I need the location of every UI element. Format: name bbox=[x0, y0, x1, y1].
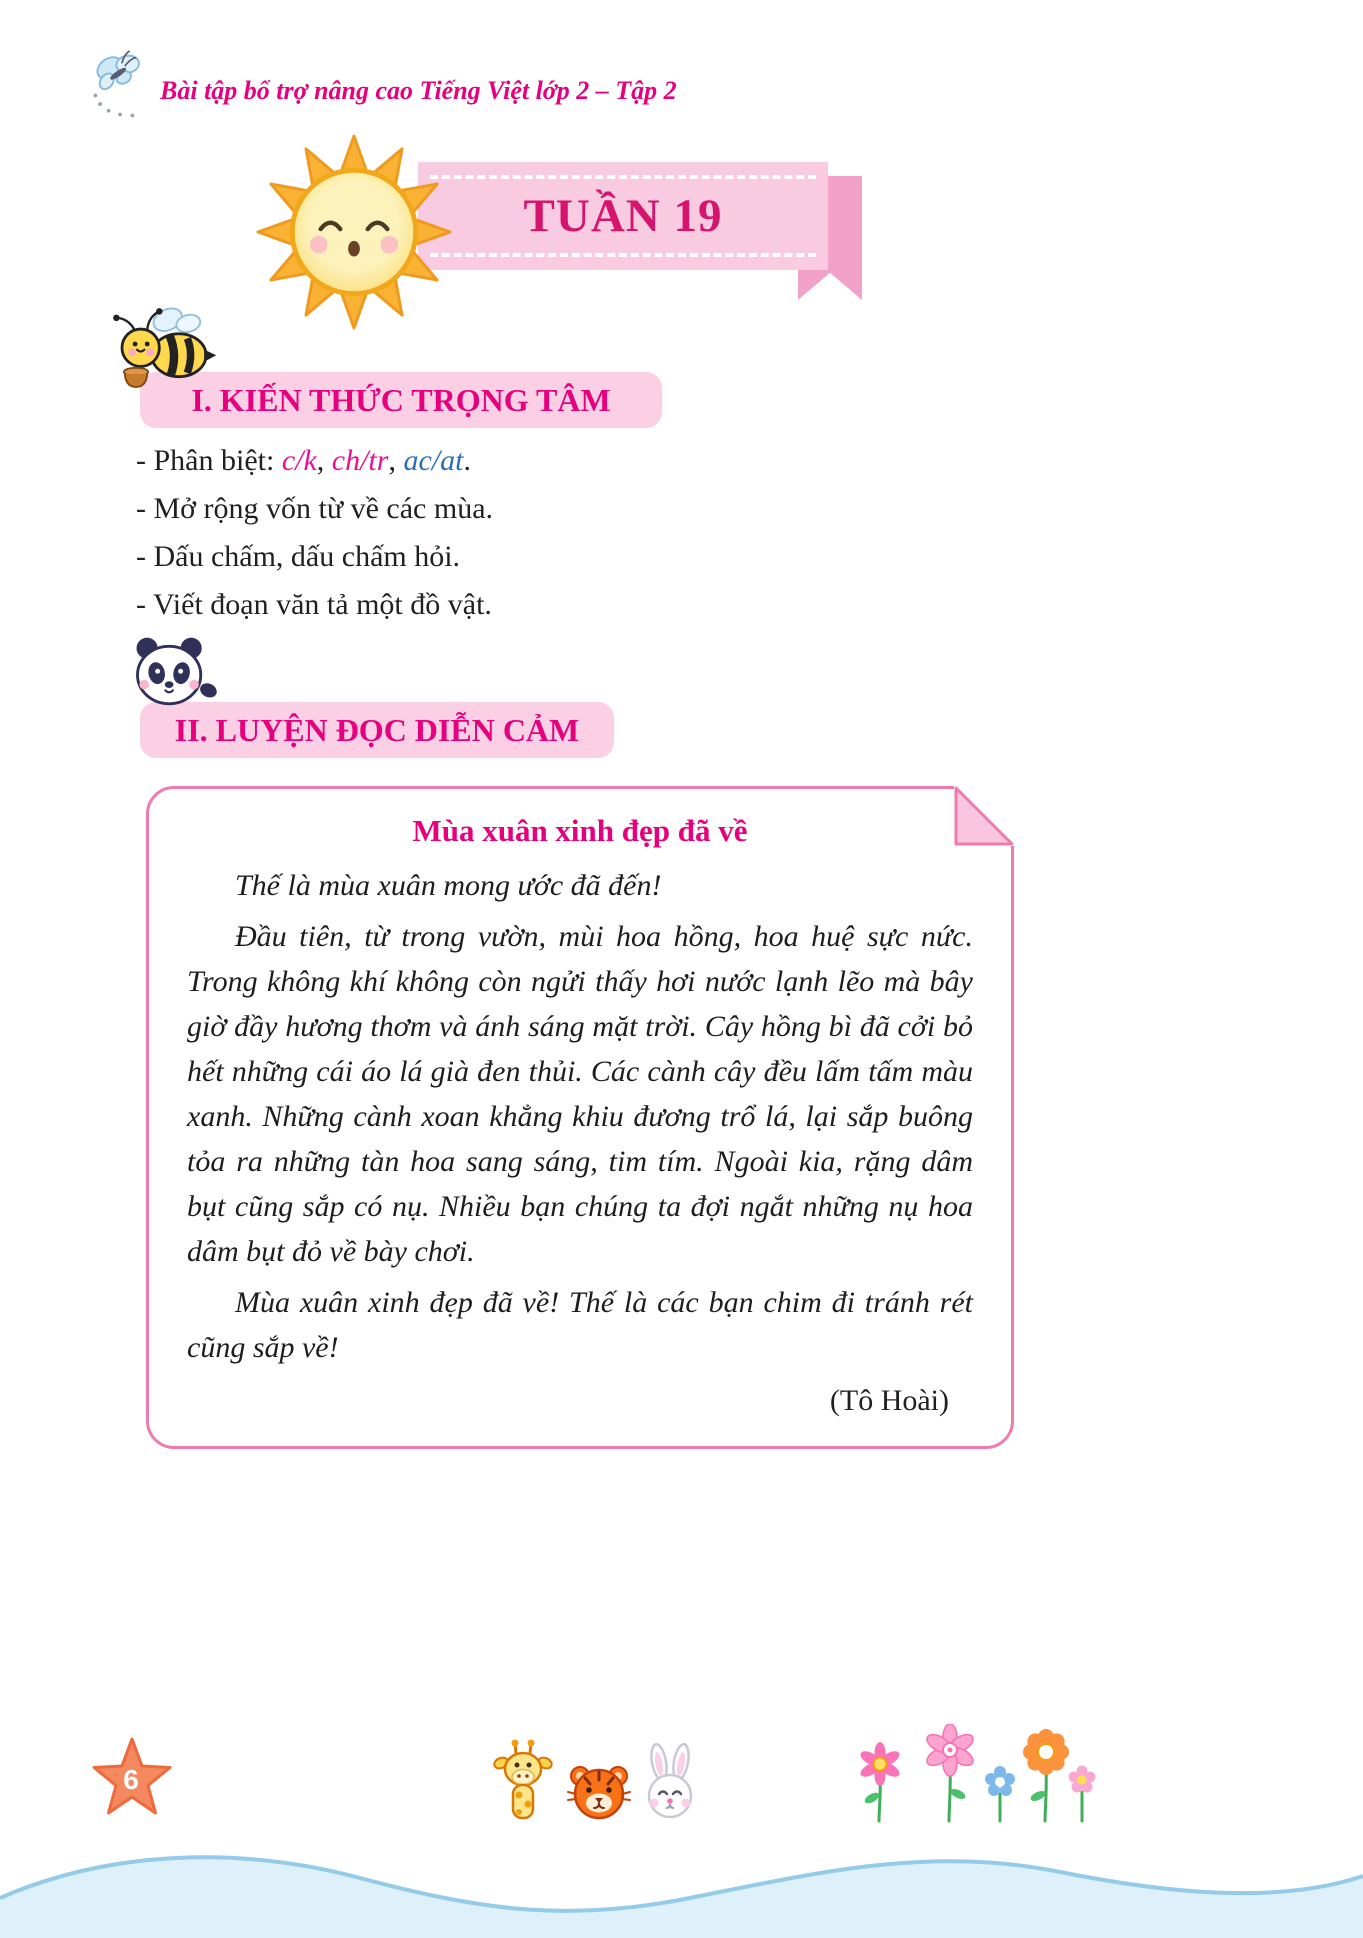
giraffe-icon bbox=[493, 1740, 554, 1819]
passage-paragraph-1: Thế là mùa xuân mong ước đã đến! bbox=[235, 869, 662, 902]
flowers-icon bbox=[850, 1724, 1102, 1824]
butterfly-icon bbox=[84, 50, 158, 124]
item1-pair-acat: ac/at bbox=[403, 444, 464, 477]
passage-title: Mùa xuân xinh đẹp đã về bbox=[412, 813, 748, 848]
reading-section-title: II. LUYỆN ĐỌC DIỄN CẢM bbox=[174, 711, 580, 748]
item1-pair-chtr: ch/tr bbox=[331, 444, 389, 477]
tiger-icon bbox=[568, 1767, 630, 1818]
item1-sep1: , bbox=[316, 444, 332, 477]
item1-pair-ck: c/k bbox=[281, 444, 317, 477]
knowledge-item-3: - Dấu chấm, dấu chấm hỏi. bbox=[136, 540, 461, 573]
week-banner bbox=[418, 162, 828, 270]
knowledge-item-2: - Mở rộng vốn từ về các mùa. bbox=[136, 492, 494, 525]
footer-animals bbox=[492, 1738, 702, 1826]
item1-suffix: . bbox=[463, 444, 471, 477]
knowledge-item-4: - Viết đoạn văn tả một đồ vật. bbox=[136, 588, 492, 621]
week-title: TUẦN 19 bbox=[523, 190, 723, 242]
page-number: 6 bbox=[123, 1764, 139, 1795]
passage-paragraph-3: Mùa xuân xinh đẹp đã về! Thế là các bạn chim đi tránh rét cũng sắp về! bbox=[187, 1286, 973, 1364]
item1-sep2: , bbox=[388, 444, 404, 477]
item1-prefix: - Phân biệt: bbox=[136, 444, 282, 477]
wave-decoration bbox=[0, 1820, 1363, 1938]
knowledge-section-title: I. KIẾN THỨC TRỌNG TÂM bbox=[191, 381, 611, 418]
reading-passage-box bbox=[146, 786, 1014, 1449]
passage-author: (Tô Hoài) bbox=[829, 1384, 949, 1417]
page-number-star bbox=[90, 1736, 174, 1820]
bee-icon bbox=[108, 290, 220, 398]
knowledge-item-1 bbox=[136, 437, 776, 485]
book-title: Bài tập bổ trợ nâng cao Tiếng Việt lớp 2 – Tập 2 bbox=[160, 76, 677, 105]
folded-corner-icon bbox=[954, 786, 1014, 846]
knowledge-list bbox=[136, 437, 776, 629]
panda-icon bbox=[126, 634, 218, 718]
sun-icon bbox=[256, 134, 452, 330]
rabbit-icon bbox=[649, 1743, 691, 1817]
passage-paragraph-2: Đầu tiên, từ trong vườn, mùi hoa hồng, hoa huệ sực nức. Trong không khí không còn ngửi thấy hơi nước lạnh lẽo mà bây giờ đầy hương thơm và ánh sáng mặt trời. Cây hồng bì đã cởi bỏ hết những cái áo lá già đen thủi. Các cành cây đều lấm tấm màu xanh. Những cành xoan khẳng khiu đương trổ lá, lại sắp buông tỏa ra những tàn hoa sang sáng, tim tím. Ngoài kia, rặng dâm bụt cũng sắp có nụ. Nhiều bạn chúng ta đợi ngắt những nụ hoa dâm bụt đỏ về bày chơi. bbox=[187, 920, 973, 1268]
